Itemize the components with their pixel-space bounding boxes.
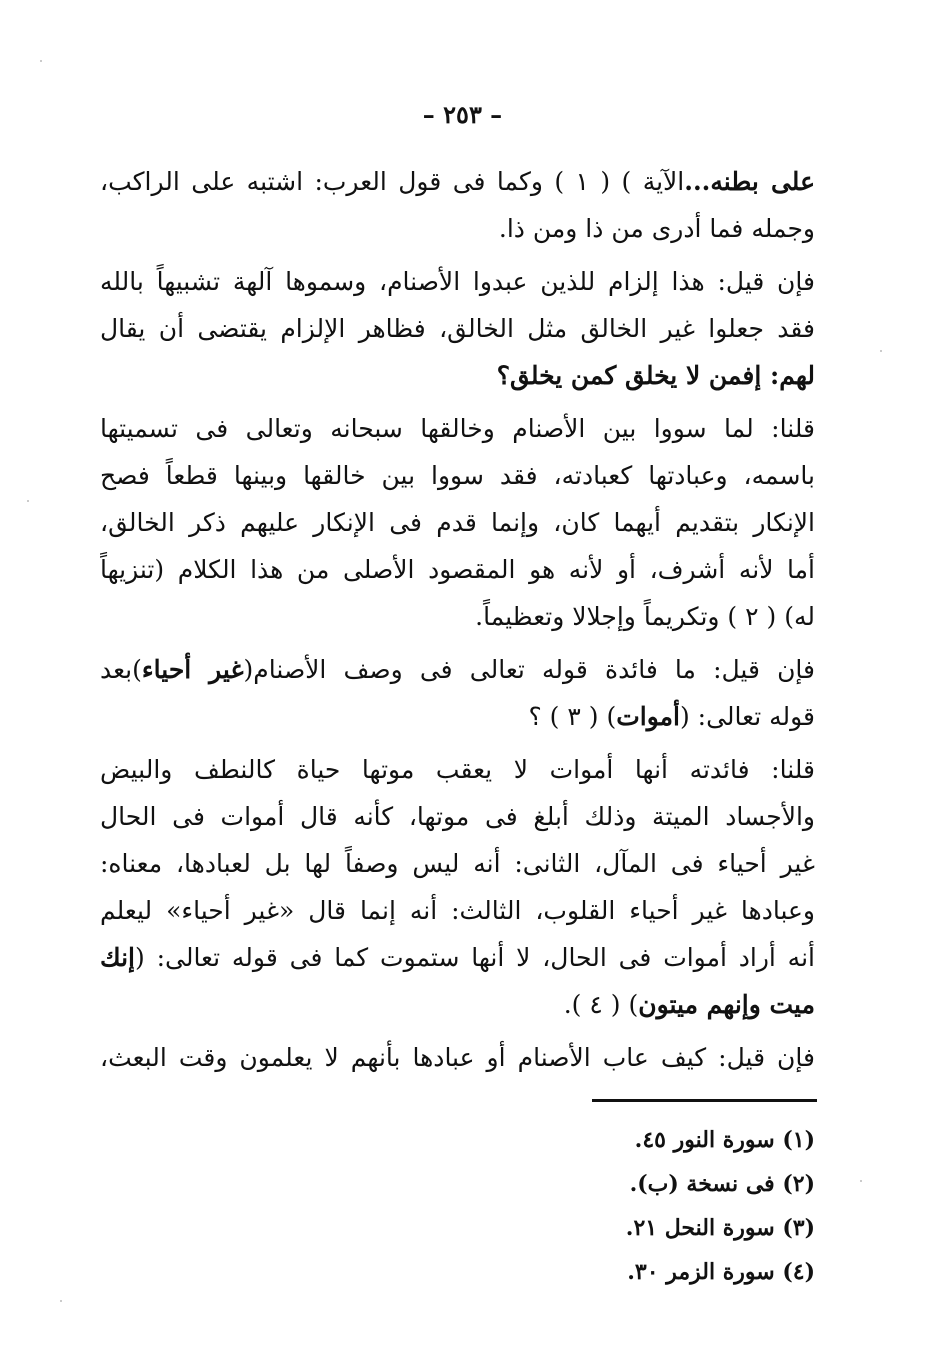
text-line-12: قوله تعالى: (أموات) ( ٣ ) ؟ xyxy=(528,702,815,731)
text-line-5: لهم: إفمن لا يخلق كمن يخلق؟ xyxy=(496,361,815,390)
text-line-18: ميت وإنهم ميتون) ( ٤ ). xyxy=(563,990,815,1019)
footnotes xyxy=(500,1118,815,1294)
bold-phrase: على بطنه... xyxy=(684,167,815,196)
text-line-16: وعبادها غير أحياء القلوب، الثالث: أنه إنما قال «غير أحياء» ليعلم xyxy=(100,896,815,925)
scan-speck xyxy=(60,1300,62,1302)
text-line-10: له) ( ٢ ) وتكريماً وإجلالا وتعظيماً. xyxy=(475,602,815,631)
text-line-9: أما لأنه أشرف، أو لأنه هو المقصود الأصلى من هذا الكلام (تنزيهاً xyxy=(100,555,815,584)
bold-phrase: أموات xyxy=(616,702,680,731)
text-line-6: قلنا: لما سووا بين الأصنام وخالقها سبحانه وتعالى فى تسميتها xyxy=(100,414,815,443)
bold-phrase: غير أحياء xyxy=(141,655,244,684)
body-text xyxy=(100,158,815,1081)
text-line-2: وجمله فما أدرى من ذا ومن ذا. xyxy=(498,214,815,243)
text-line-7: باسمه، وعبادتها كعبادته، فقد سووا بين خالقها وبينها قطعاً فصح xyxy=(100,461,815,490)
text-line-8: الإنكار بتقديم أيهما كان، وإنما قدم فى الإنكار عليهم ذكر الخالق، xyxy=(100,508,815,537)
text-line-13: قلنا: فائدته أنها أموات لا يعقب موتها حياة كالنطف والبيض xyxy=(100,755,815,784)
footnote-1: (١) سورة النور ٤٥. xyxy=(634,1127,815,1153)
text-line-1: على بطنه...الآية ) ( ١ ) وكما فى قول العرب: اشتبه على الراكب، xyxy=(100,167,815,196)
scan-speck xyxy=(880,350,882,352)
bold-phrase: ميت وإنهم ميتون xyxy=(638,990,815,1019)
text-line-3: فإن قيل: هذا إلزام للذين عبدوا الأصنام، وسموها آلهة تشبيهاً بالله xyxy=(100,267,815,296)
text-line-4: فقد جعلوا غير الخالق مثل الخالق، فظاهر الإلزام يقتضى أن يقال xyxy=(100,314,815,343)
scan-speck xyxy=(40,60,42,62)
text-line-14: والأجساد الميتة وذلك أبلغ فى موتها، كأنه قال أموات فى الحال xyxy=(100,802,815,831)
scan-speck xyxy=(27,500,29,502)
scan-speck xyxy=(860,1180,862,1182)
text-line-11: فإن قيل: ما فائدة قوله تعالى فى وصف الأصنام(غير أحياء)بعد xyxy=(100,655,815,684)
bold-phrase: إنك xyxy=(100,943,135,972)
text-line-19: فإن قيل: كيف عاب الأصنام أو عبادها بأنهم لا يعلمون وقت البعث، xyxy=(100,1043,815,1072)
footnote-3: (٣) سورة النحل ٢١. xyxy=(625,1215,815,1241)
footnote-2: (٢) فى نسخة (ب). xyxy=(629,1171,815,1197)
footnote-divider xyxy=(592,1099,817,1102)
footnote-4: (٤) سورة الزمر ٣٠. xyxy=(627,1259,815,1285)
text-line-17: أنه أراد أموات فى الحال، لا أنها ستموت كما فى قوله تعالى: (إنك xyxy=(100,943,815,972)
page-number: – ٢٥٣ – xyxy=(422,100,503,129)
text-line-15: غير أحياء فى المآل، الثانى: أنه ليس وصفاً لها بل لعبادها، معناه: xyxy=(100,849,815,878)
